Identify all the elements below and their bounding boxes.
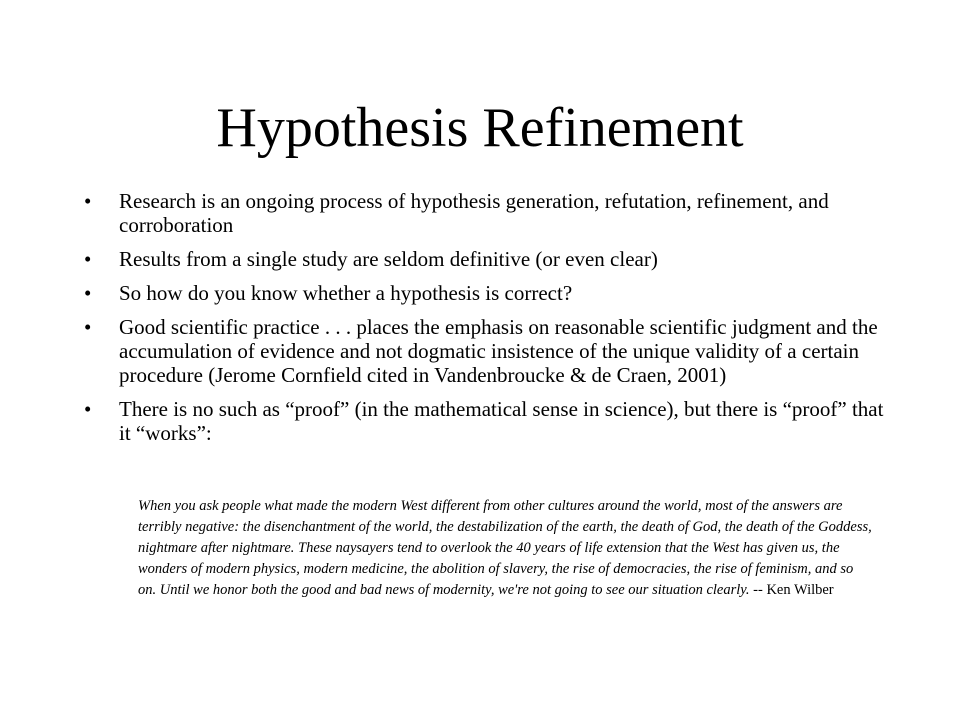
- bullet-marker-icon: •: [84, 315, 92, 339]
- bullet-marker-icon: •: [84, 397, 92, 421]
- bullet-text: So how do you know whether a hypothesis is correct?: [119, 281, 573, 305]
- bullet-text: Research is an ongoing process of hypothesis generation, refutation, refinement, and corroboration: [119, 189, 829, 237]
- bullet-item: [84, 281, 884, 305]
- slide-title: Hypothesis Refinement: [216, 97, 744, 159]
- bullet-item: [84, 189, 884, 237]
- quote-text: When you ask people what made the modern West different from other cultures around the world, most of the answers are terribly negative: the disenchantment of the world, the destabilization of the earth, the death of God, the death of the Goddess, nightmare after nightmare. These naysayers tend to overlook the 40 years of life extension that the West has given us, the wonders of modern physics, modern medicine, the abolition of slavery, the rise of democracies, the rise of feminism, and so on. Until we honor both the good and bad news of modernity, we're not going to see our situation clearly.: [138, 498, 872, 598]
- bullet-text: Results from a single study are seldom definitive (or even clear): [119, 247, 658, 271]
- bullet-item: [84, 397, 884, 445]
- bullet-item: [84, 247, 884, 271]
- bullet-text: Good scientific practice . . . places the emphasis on reasonable scientific judgment and the accumulation of evidence and not dogmatic insistence of the unique validity of a certain procedure (Jerome Cornfield cited in Vandenbroucke & de Craen, 2001): [119, 315, 878, 387]
- bullet-marker-icon: •: [84, 247, 92, 271]
- bullet-list: [84, 189, 884, 455]
- bullet-marker-icon: •: [84, 281, 92, 305]
- quote-block: [138, 496, 873, 601]
- quote-attribution: -- Ken Wilber: [749, 582, 834, 598]
- bullet-marker-icon: •: [84, 189, 92, 213]
- bullet-text: There is no such as “proof” (in the mathematical sense in science), but there is “proof” that it “works”:: [119, 397, 884, 445]
- bullet-item: [84, 315, 884, 387]
